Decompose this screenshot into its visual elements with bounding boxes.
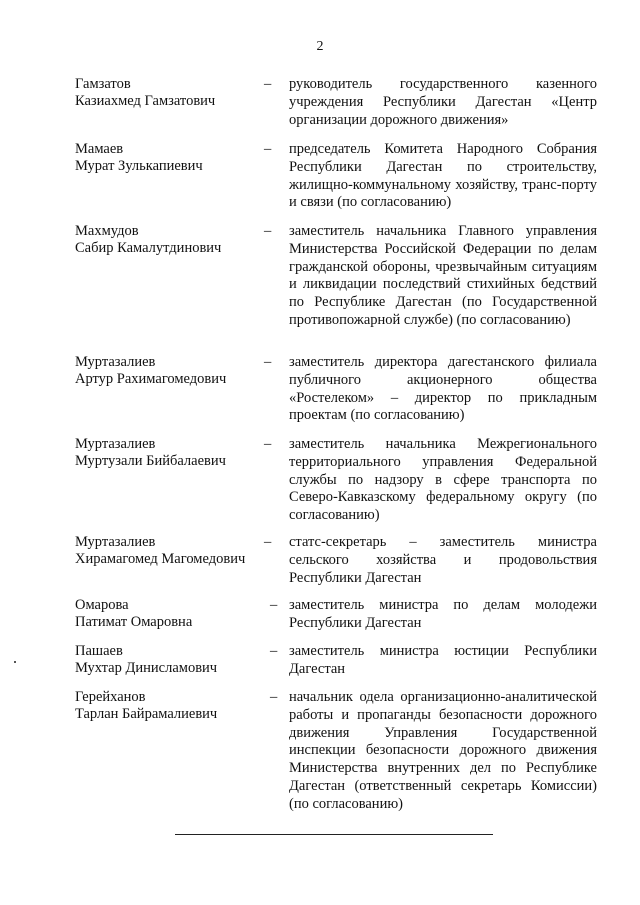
position-description: статс-секретарь – заместитель министра сельского хозяйства и продовольствия Республики Дагестан xyxy=(289,534,597,586)
person-name xyxy=(75,354,255,388)
scan-dot xyxy=(14,661,16,663)
person-name xyxy=(75,223,255,257)
dash-separator: – xyxy=(264,354,272,370)
person-surname: Пашаев xyxy=(75,643,123,659)
dash-separator: – xyxy=(270,643,278,659)
dash-separator: – xyxy=(264,223,272,239)
dash-separator: – xyxy=(264,76,272,92)
person-given-name: Муртузали Бийбалаевич xyxy=(75,453,226,469)
person-given-name: Мухтар Динисламович xyxy=(75,660,218,676)
person-name xyxy=(75,689,255,723)
person-given-name: Казиахмед Гамзатович xyxy=(75,93,216,109)
person-given-name: Сабир Камалутдинович xyxy=(75,240,222,256)
person-name xyxy=(75,534,255,568)
dash-separator: – xyxy=(270,597,278,613)
position-description: председатель Комитета Народного Собрания Республики Дагестан по строительству, жилищно-коммунальному хозяйству, транс-порту и связи (по согласованию) xyxy=(289,141,597,211)
person-surname: Герейханов xyxy=(75,689,146,705)
position-description: руководитель государственного казенного учреждения Республики Дагестан «Центр организации дорожного движения» xyxy=(289,76,597,128)
closing-rule xyxy=(175,834,493,835)
person-surname: Муртазалиев xyxy=(75,534,156,550)
person-surname: Омарова xyxy=(75,597,129,613)
person-surname: Гамзатов xyxy=(75,76,131,92)
dash-separator: – xyxy=(264,141,272,157)
position-description: заместитель министра по делам молодежи Республики Дагестан xyxy=(289,597,597,631)
person-surname: Махмудов xyxy=(75,223,139,239)
position-description: заместитель начальника Главного управления Министерства Российской Федерации по делам гражданской обороны, чрезвычайным ситуациям и ликвидации последствий стихийных бедствий по Республике Дагестан (по Государственной противопожарной службе) (по согласованию) xyxy=(289,223,597,328)
position-description: начальник одела организационно-аналитической работы и пропаганды безопасности дорожного движения Управления Государственной инспекции безопасности дорожного движения Министерства внутренних дел по Республике Дагестан (ответственный секретарь Комиссии) (по согласованию) xyxy=(289,689,597,812)
dash-separator: – xyxy=(264,534,272,550)
person-name xyxy=(75,597,255,631)
person-surname: Мамаев xyxy=(75,141,124,157)
person-given-name: Хирамагомед Магомедович xyxy=(75,551,246,567)
position-description: заместитель начальника Межрегионального территориального управления Федеральной службы по надзору в сфере транспорта по Северо-Кавказскому федеральному округу (по согласованию) xyxy=(289,436,597,524)
person-given-name: Артур Рахимагомедович xyxy=(75,371,227,387)
position-description: заместитель министра юстиции Республики Дагестан xyxy=(289,643,597,677)
position-description: заместитель директора дагестанского филиала публичного акционерного общества «Ростелеком» – директор по прикладным проектам (по согласованию) xyxy=(289,354,597,424)
person-name xyxy=(75,141,255,175)
page-number: 2 xyxy=(316,39,324,54)
person-name xyxy=(75,436,255,470)
person-name xyxy=(75,643,255,677)
person-given-name: Патимат Омаровна xyxy=(75,614,193,630)
person-name xyxy=(75,76,255,110)
person-surname: Муртазалиев xyxy=(75,354,156,370)
person-given-name: Мурат Зулькапиевич xyxy=(75,158,203,174)
dash-separator: – xyxy=(270,689,278,705)
dash-separator: – xyxy=(264,436,272,452)
person-surname: Муртазалиев xyxy=(75,436,156,452)
person-given-name: Тарлан Байрамалиевич xyxy=(75,706,218,722)
